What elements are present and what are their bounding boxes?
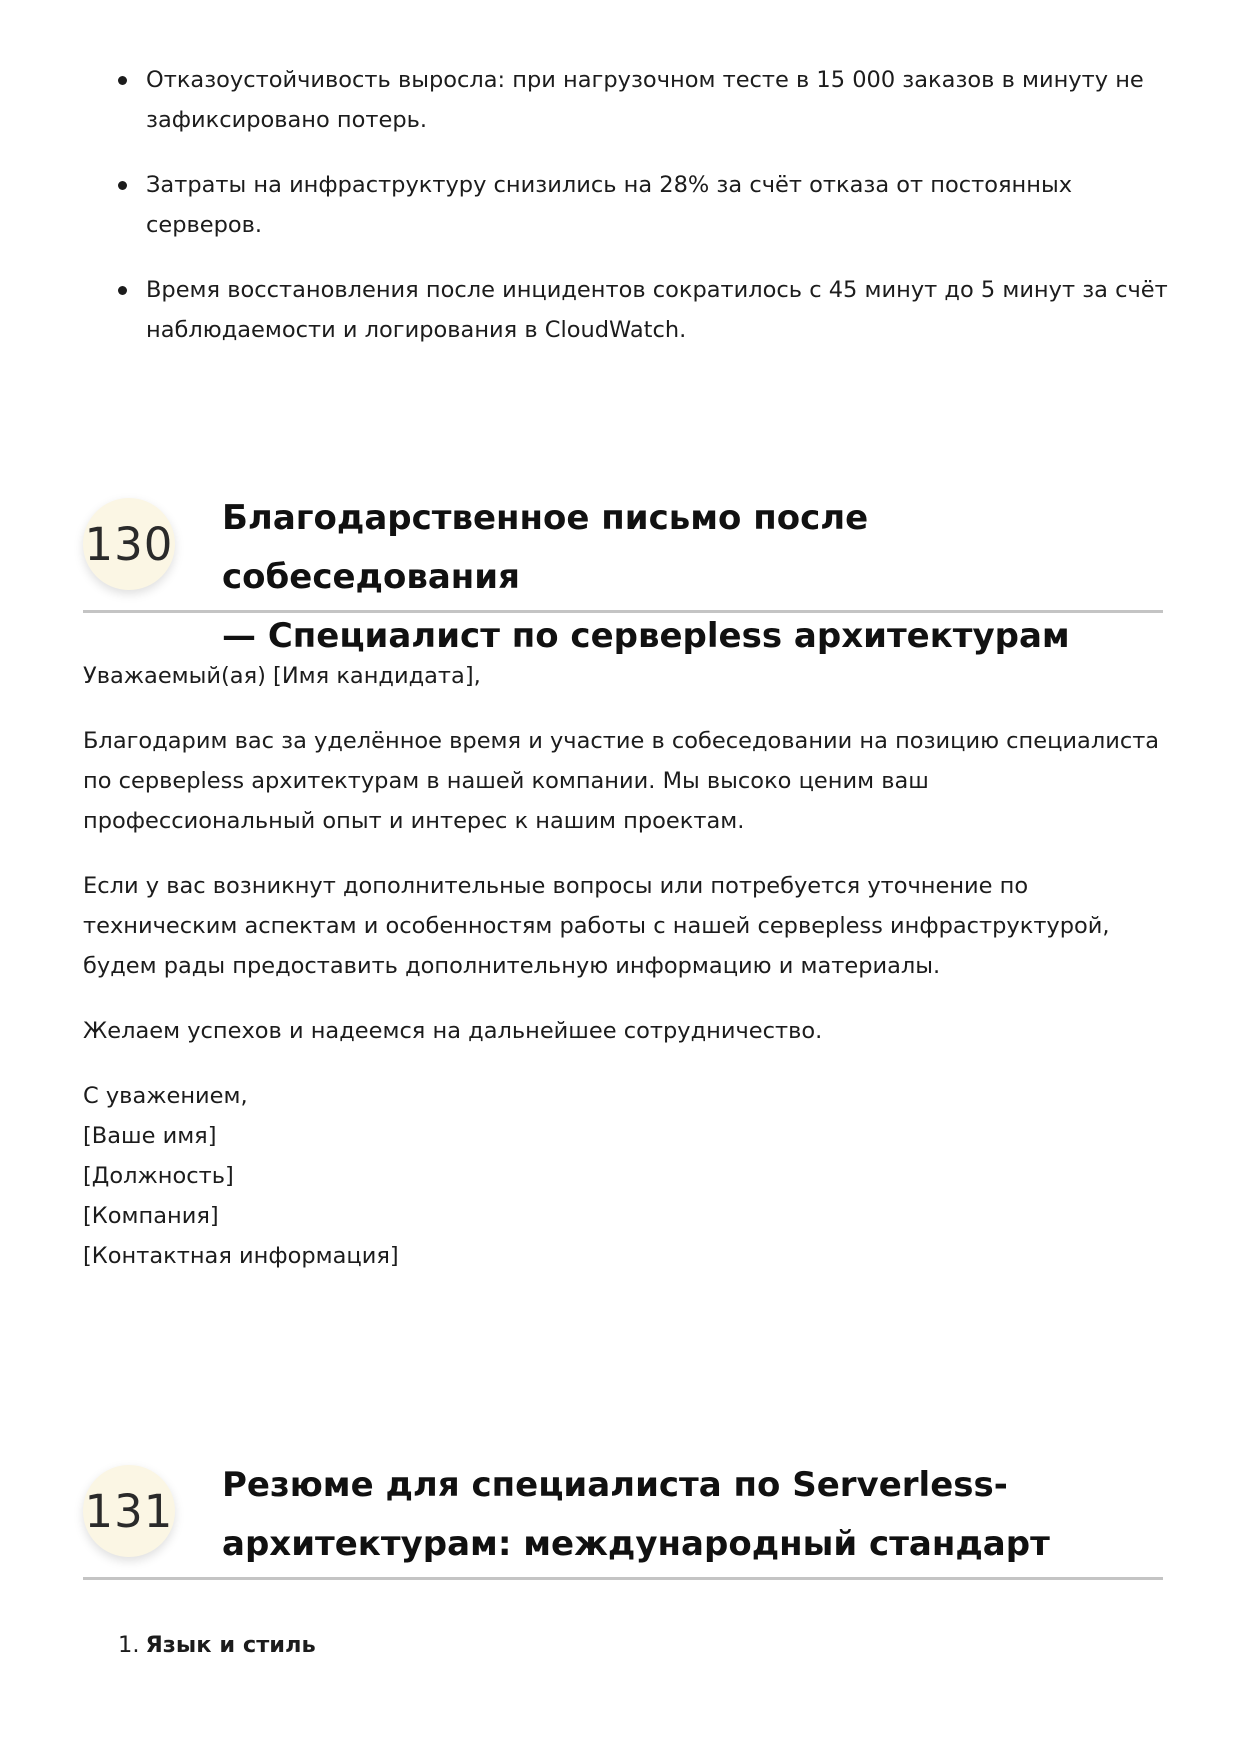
letter-greeting: Уважаемый(ая) [Имя кандидата],	[83, 663, 481, 689]
section-131-heading	[83, 1456, 1163, 1580]
list-item: 1. Язык и стиль	[118, 1632, 316, 1658]
letter-paragraph: Желаем успехов и надеемся на дальнейшее сотрудничество.	[83, 1018, 823, 1044]
bullet-item: Отказоустойчивость выросла: при нагрузочном тесте в 15 000 заказов в минуту не зафиксировано потерь.	[118, 60, 1168, 140]
letter-paragraph: Если у вас возникнут дополнительные вопросы или потребуется уточнение по техническим аспектам и особенностям работы с нашей серверless инфраструктурой, будем рады предоставить дополнительную информацию и материалы.	[83, 873, 1110, 979]
bullet-item: Время восстановления после инцидентов сократилось с 45 минут до 5 минут за счёт наблюдаемости и логирования в CloudWatch.	[118, 270, 1168, 350]
letter-signature: С уважением, [Ваше имя] [Должность] [Компания] [Контактная информация]	[83, 1083, 399, 1269]
bullet-dot-icon	[118, 286, 127, 295]
thank-you-letter	[83, 656, 1168, 1276]
letter-paragraph: Благодарим вас за уделённое время и участие в собеседовании на позицию специалиста по серверless архитектурам в нашей компании. Мы высоко ценим ваш профессиональный опыт и интерес к нашим проектам.	[83, 728, 1160, 834]
results-bullet-list	[118, 60, 1168, 375]
section-number-badge: 130	[83, 498, 175, 590]
section-title: Резюме для специалиста по Serverless- архитектурам: международный стандарт	[222, 1465, 1050, 1564]
section-number-badge: 131	[83, 1465, 175, 1557]
bullet-item: Затраты на инфраструктуру снизились на 28% за счёт отказа от постоянных серверов.	[118, 165, 1168, 245]
section-title: Благодарственное письмо после собеседования — Специалист по серверless архитектурам	[222, 498, 1070, 656]
bullet-dot-icon	[118, 76, 127, 85]
numbered-list	[118, 1625, 316, 1665]
bullet-dot-icon	[118, 181, 127, 190]
section-130-heading	[83, 489, 1163, 656]
